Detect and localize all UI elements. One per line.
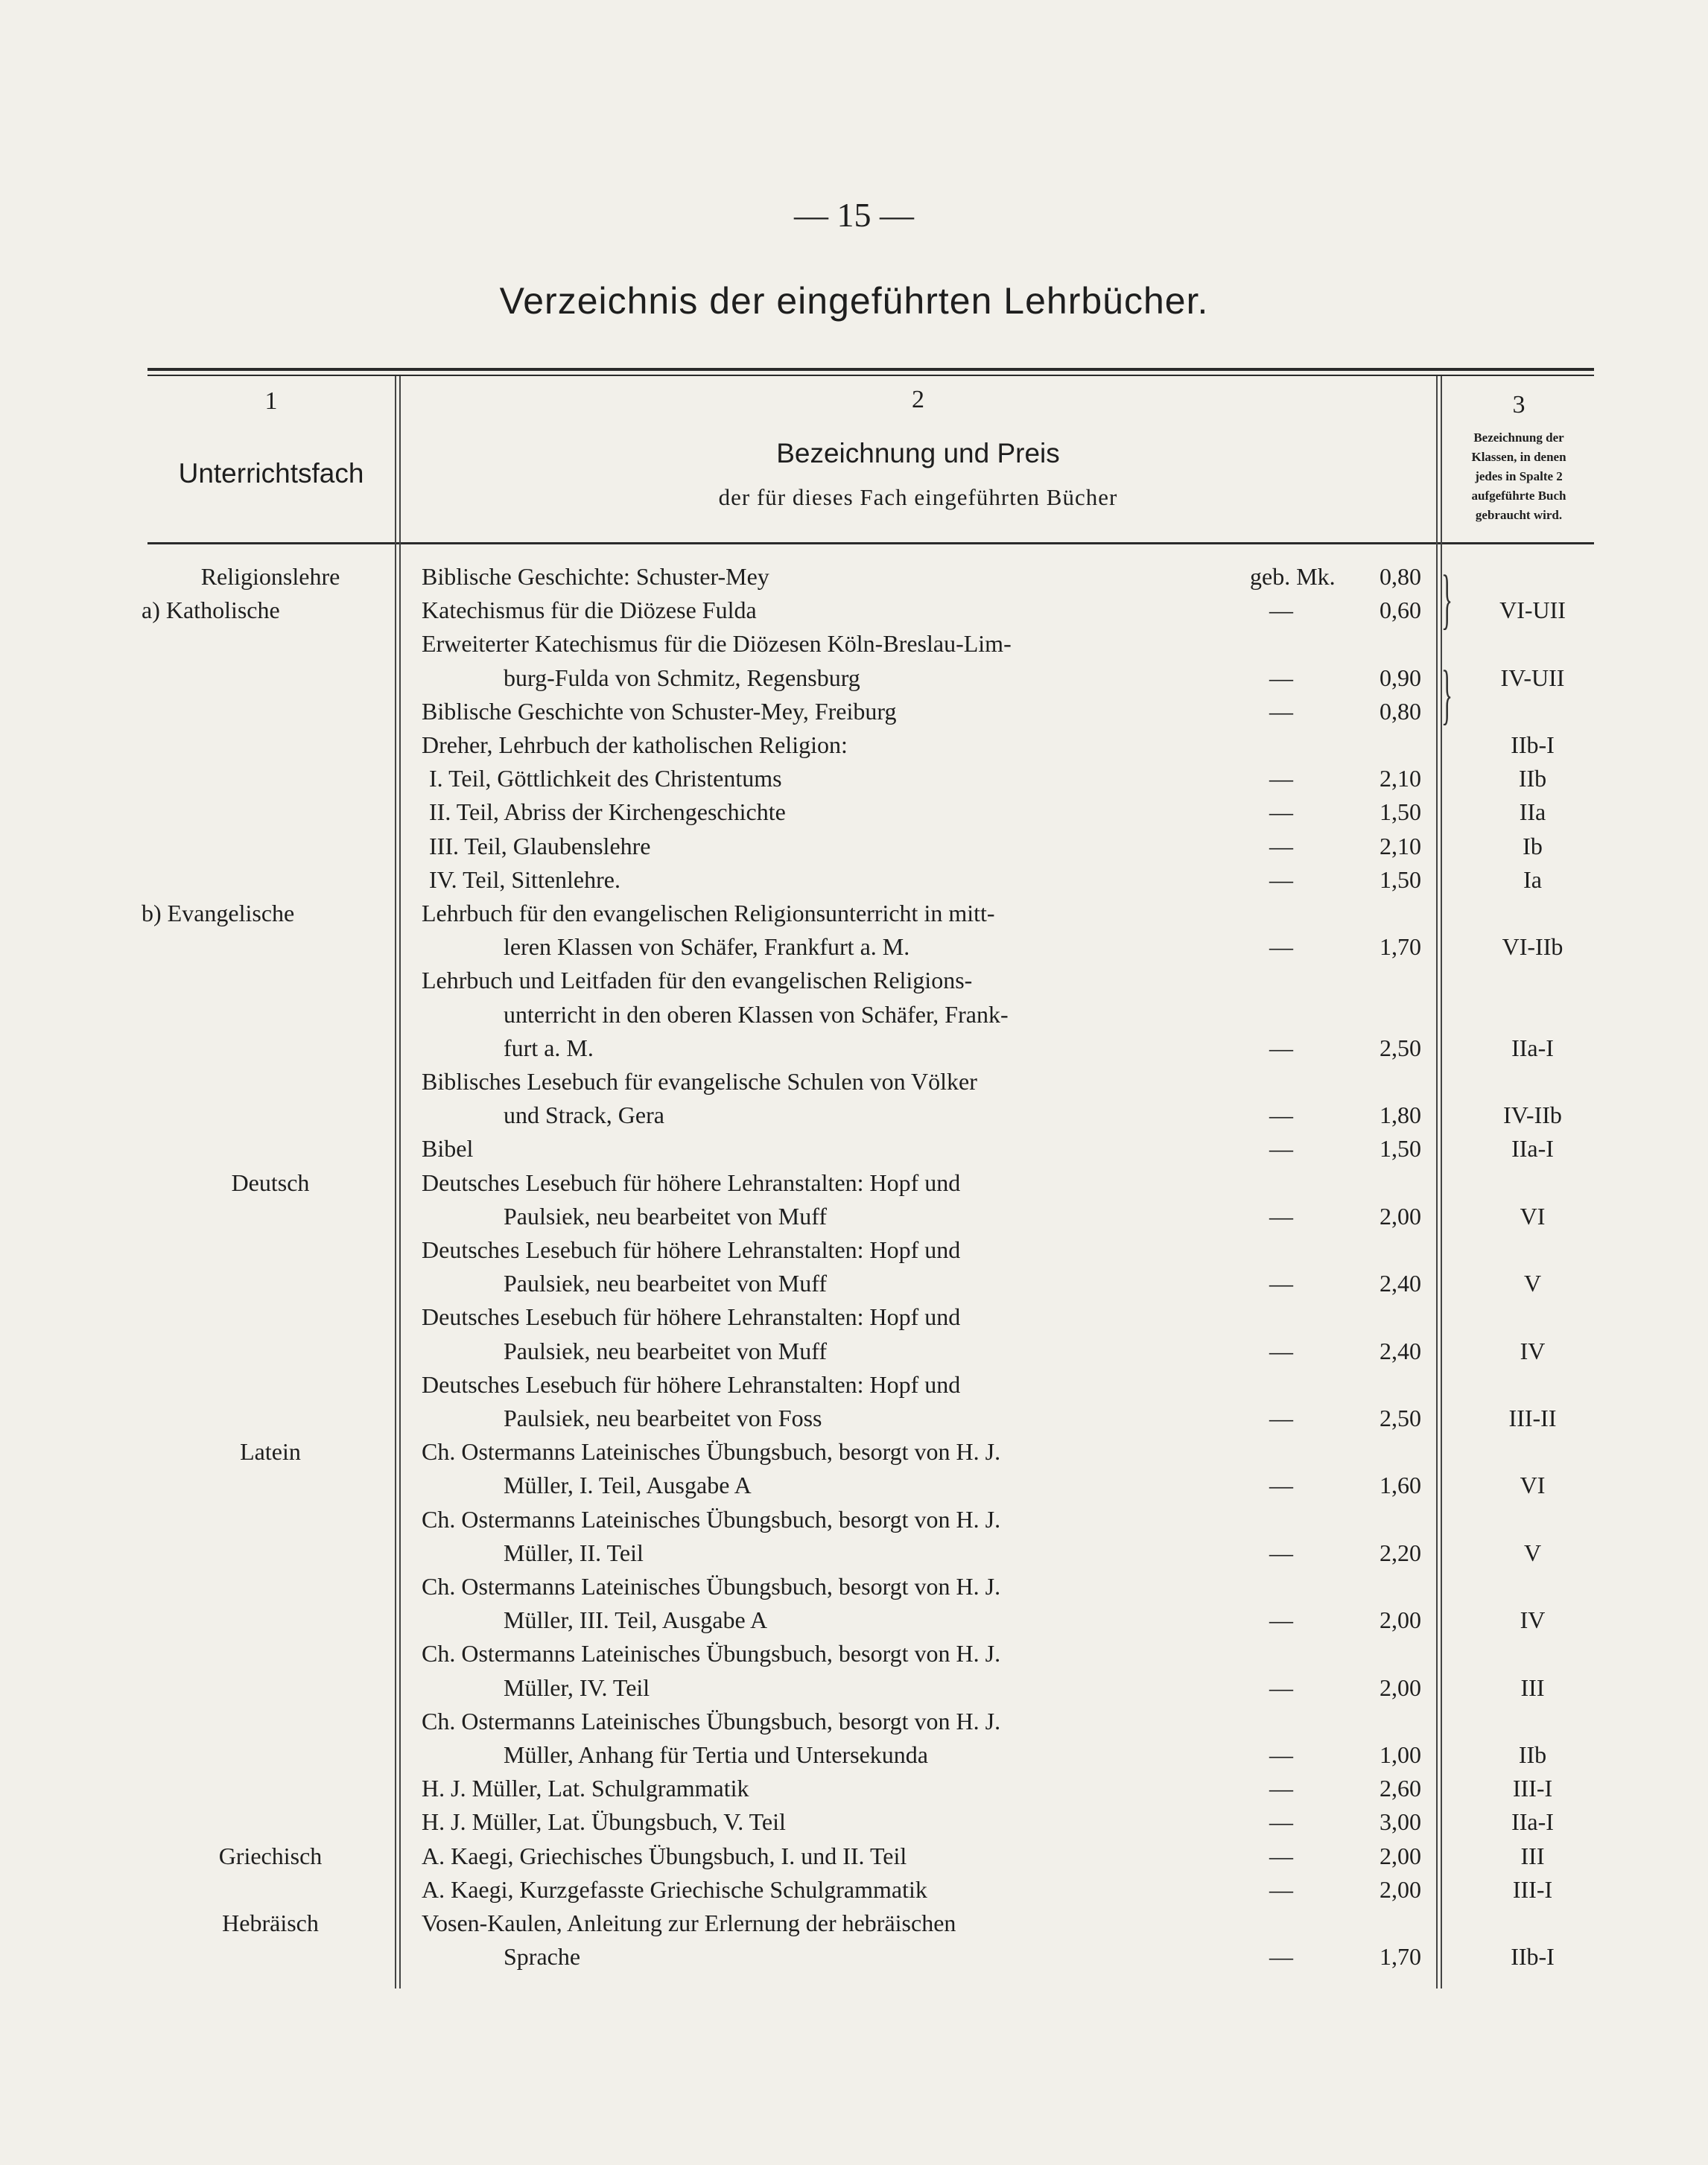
class-cell: III <box>1520 1843 1545 1869</box>
price-dash: — <box>1269 698 1293 725</box>
price-cell: 2,00 <box>1380 1606 1421 1633</box>
book-title-cell: Paulsiek, neu bearbeitet von Muff <box>504 1203 827 1230</box>
class-cell: III-I <box>1512 1876 1553 1903</box>
book-title-cell: Erweiterter Katechismus für die Diözesen Köln-Breslau-Lim- <box>422 630 1012 657</box>
document-title: Verzeichnis der eingeführten Lehrbücher. <box>499 280 1209 322</box>
book-title-cell: H. J. Müller, Lat. Schulgrammatik <box>422 1775 749 1802</box>
price-dash: — <box>1269 798 1293 825</box>
class-cell: Ia <box>1523 866 1542 893</box>
book-title-cell: Müller, II. Teil <box>504 1539 644 1566</box>
class-cell: IIb-I <box>1511 731 1555 758</box>
class-cell: IV <box>1520 1606 1546 1633</box>
class-cell: IIb <box>1518 1741 1547 1768</box>
price-dash: — <box>1269 1472 1293 1498</box>
price-cell: 2,00 <box>1380 1843 1421 1869</box>
book-title-cell: Deutsches Lesebuch für höhere Lehranstalten: Hopf und <box>422 1371 961 1398</box>
book-title-cell: unterricht in den oberen Klassen von Schäfer, Frank- <box>504 1001 1009 1028</box>
price-cell: 1,50 <box>1380 1135 1421 1162</box>
price-cell: 1,50 <box>1380 866 1421 893</box>
page-number: — 15 — <box>794 196 914 234</box>
price-dash: — <box>1269 664 1293 691</box>
class-cell: III-I <box>1512 1775 1553 1802</box>
price-cell: 2,60 <box>1380 1775 1421 1802</box>
price-cell: 1,70 <box>1380 933 1421 960</box>
column-3-header-line: Bezeichnung der <box>1473 430 1564 445</box>
price-dash: — <box>1269 1674 1293 1701</box>
book-title-cell: burg-Fulda von Schmitz, Regensburg <box>504 664 860 691</box>
price-cell: 1,80 <box>1380 1101 1421 1128</box>
price-dash: — <box>1269 1338 1293 1364</box>
class-cell: IIa <box>1519 798 1546 825</box>
book-title-cell: Müller, I. Teil, Ausgabe A <box>504 1472 752 1498</box>
price-dash: — <box>1269 765 1293 792</box>
column-3-header-line: gebraucht wird. <box>1475 508 1563 522</box>
book-title-cell: Biblische Geschichte: Schuster-Mey <box>422 563 769 590</box>
price-dash: — <box>1269 1405 1293 1431</box>
class-cell: VI <box>1520 1203 1546 1230</box>
price-cell: 2,10 <box>1380 765 1421 792</box>
class-cell: III-II <box>1508 1405 1557 1431</box>
price-cell: 2,40 <box>1380 1270 1421 1297</box>
price-dash: — <box>1269 933 1293 960</box>
price-cell: 2,00 <box>1380 1876 1421 1903</box>
book-title-cell: Paulsiek, neu bearbeitet von Muff <box>504 1338 827 1364</box>
book-title-cell: Ch. Ostermanns Lateinisches Übungsbuch, besorgt von H. J. <box>422 1573 1001 1600</box>
price-cell: 0,80 <box>1380 698 1421 725</box>
price-dash: — <box>1269 1606 1293 1633</box>
book-title-cell: Müller, Anhang für Tertia und Untersekunda <box>504 1741 928 1768</box>
column-divider-1b <box>399 376 401 1988</box>
class-cell: IV-UII <box>1500 664 1565 691</box>
book-title-cell: furt a. M. <box>504 1034 594 1061</box>
price-cell: 0,80 <box>1380 563 1421 590</box>
column-3-header-line: Klassen, in denen <box>1471 450 1566 464</box>
price-dash: — <box>1269 1101 1293 1128</box>
column-2-header: Bezeichnung und Preis <box>776 438 1060 468</box>
price-cell: 1,60 <box>1380 1472 1421 1498</box>
column-divider-2 <box>1436 376 1438 1988</box>
price-dash: — <box>1269 1741 1293 1768</box>
price-cell: 1,00 <box>1380 1741 1421 1768</box>
brace-group-1: } <box>1441 562 1453 636</box>
book-title-cell: III. Teil, Glaubenslehre <box>429 833 651 859</box>
subject-cell: b) Evangelische <box>142 900 295 926</box>
book-title-cell: Lehrbuch für den evangelischen Religionsunterricht in mitt- <box>422 900 995 926</box>
column-1-header: Unterrichtsfach <box>178 458 364 489</box>
price-dash: — <box>1269 1775 1293 1802</box>
class-cell: IIa-I <box>1511 1808 1554 1835</box>
price-cell: 2,50 <box>1380 1405 1421 1431</box>
subject-cell: Latein <box>240 1438 301 1465</box>
price-cell: 2,20 <box>1380 1539 1421 1566</box>
price-cell: 0,60 <box>1380 597 1421 623</box>
class-cell: IIa-I <box>1511 1135 1554 1162</box>
class-cell: IV <box>1520 1338 1546 1364</box>
class-cell: V <box>1523 1270 1542 1297</box>
price-dash: — <box>1269 1034 1293 1061</box>
class-cell: III <box>1520 1674 1545 1701</box>
class-cell: Ib <box>1523 833 1543 859</box>
price-dash: — <box>1269 1843 1293 1869</box>
price-dash: — <box>1269 1808 1293 1835</box>
book-title-cell: Dreher, Lehrbuch der katholischen Religion: <box>422 731 848 758</box>
column-3-header <box>1444 428 1594 525</box>
column-divider-1 <box>395 376 396 1988</box>
subject-cell: a) Katholische <box>142 597 280 623</box>
book-title-cell: H. J. Müller, Lat. Übungsbuch, V. Teil <box>422 1808 786 1835</box>
price-dash: — <box>1269 1876 1293 1903</box>
price-dash: — <box>1269 597 1293 623</box>
class-cell: IIb-I <box>1511 1943 1555 1970</box>
price-dash: — <box>1269 833 1293 859</box>
price-cell: 2,00 <box>1380 1203 1421 1230</box>
book-title-cell: Müller, III. Teil, Ausgabe A <box>504 1606 768 1633</box>
price-cell: 2,10 <box>1380 833 1421 859</box>
subject-cell: Griechisch <box>218 1843 323 1869</box>
book-title-cell: Deutsches Lesebuch für höhere Lehranstalten: Hopf und <box>422 1303 961 1330</box>
column-1-number: 1 <box>264 387 278 415</box>
book-title-cell: Sprache <box>504 1943 581 1970</box>
column-2-subheader: der für dieses Fach eingeführten Bücher <box>718 484 1118 510</box>
table-top-rule-thin <box>147 375 1594 376</box>
price-cell: 2,00 <box>1380 1674 1421 1701</box>
book-title-cell: und Strack, Gera <box>504 1101 664 1128</box>
price-cell: 1,70 <box>1380 1943 1421 1970</box>
book-title-cell: A. Kaegi, Kurzgefasste Griechische Schulgrammatik <box>422 1876 927 1903</box>
book-title-cell: Lehrbuch und Leitfaden für den evangelischen Religions- <box>422 967 973 994</box>
price-cell: 0,90 <box>1380 664 1421 691</box>
price-dash: — <box>1269 1270 1293 1297</box>
column-2-number: 2 <box>912 386 924 413</box>
subject-cell: Deutsch <box>231 1169 310 1196</box>
column-3-number: 3 <box>1512 391 1526 419</box>
book-title-cell: Paulsiek, neu bearbeitet von Muff <box>504 1270 827 1297</box>
price-cell: 2,40 <box>1380 1338 1421 1364</box>
book-title-cell: A. Kaegi, Griechisches Übungsbuch, I. und II. Teil <box>422 1843 907 1869</box>
book-title-cell: Katechismus für die Diözese Fulda <box>422 597 757 623</box>
book-title-cell: Biblische Geschichte von Schuster-Mey, Freiburg <box>422 698 897 725</box>
class-cell: IIa-I <box>1511 1034 1554 1061</box>
book-title-cell: Ch. Ostermanns Lateinisches Übungsbuch, besorgt von H. J. <box>422 1640 1001 1667</box>
book-title-cell: II. Teil, Abriss der Kirchengeschichte <box>429 798 786 825</box>
class-cell: VI <box>1520 1472 1546 1498</box>
subject-cell: Hebräisch <box>222 1910 319 1936</box>
book-title-cell: Ch. Ostermanns Lateinisches Übungsbuch, besorgt von H. J. <box>422 1506 1001 1533</box>
price-cell: 3,00 <box>1380 1808 1421 1835</box>
price-cell: 1,50 <box>1380 798 1421 825</box>
price-dash: — <box>1269 1539 1293 1566</box>
book-title-cell: Deutsches Lesebuch für höhere Lehranstalten: Hopf und <box>422 1236 961 1263</box>
class-cell: VI-UII <box>1499 597 1566 623</box>
class-cell: VI-IIb <box>1502 933 1563 960</box>
class-cell: IIb <box>1518 765 1547 792</box>
price-dash: — <box>1269 1943 1293 1970</box>
book-title-cell: I. Teil, Göttlichkeit des Christentums <box>429 765 782 792</box>
book-title-cell: Bibel <box>422 1135 474 1162</box>
book-title-cell: Vosen-Kaulen, Anleitung zur Erlernung der hebräischen <box>422 1910 956 1936</box>
column-3-header-line: aufgeführte Buch <box>1471 489 1566 503</box>
book-title-cell: Müller, IV. Teil <box>504 1674 650 1701</box>
price-dash: — <box>1269 1203 1293 1230</box>
price-dash: — <box>1269 1135 1293 1162</box>
book-title-cell: Deutsches Lesebuch für höhere Lehranstalten: Hopf und <box>422 1169 961 1196</box>
table-top-rule <box>147 368 1594 371</box>
subject-cell: Religionslehre <box>200 563 340 590</box>
column-3-header-line: jedes in Spalte 2 <box>1475 469 1563 483</box>
price-dash: — <box>1269 866 1293 893</box>
book-title-cell: Biblisches Lesebuch für evangelische Schulen von Völker <box>422 1068 977 1095</box>
book-title-cell: Ch. Ostermanns Lateinisches Übungsbuch, besorgt von H. J. <box>422 1708 1001 1735</box>
class-cell: IV-IIb <box>1503 1101 1562 1128</box>
header-bottom-rule <box>147 542 1594 544</box>
book-title-cell: Ch. Ostermanns Lateinisches Übungsbuch, besorgt von H. J. <box>422 1438 1001 1465</box>
book-title-cell: IV. Teil, Sittenlehre. <box>429 866 620 893</box>
book-title-cell: Paulsiek, neu bearbeitet von Foss <box>504 1405 822 1431</box>
class-cell: V <box>1523 1539 1542 1566</box>
price-prefix: geb. Mk. <box>1250 563 1336 590</box>
book-title-cell: leren Klassen von Schäfer, Frankfurt a. M. <box>504 933 910 960</box>
brace-group-2: } <box>1441 658 1453 731</box>
price-cell: 2,50 <box>1380 1034 1421 1061</box>
